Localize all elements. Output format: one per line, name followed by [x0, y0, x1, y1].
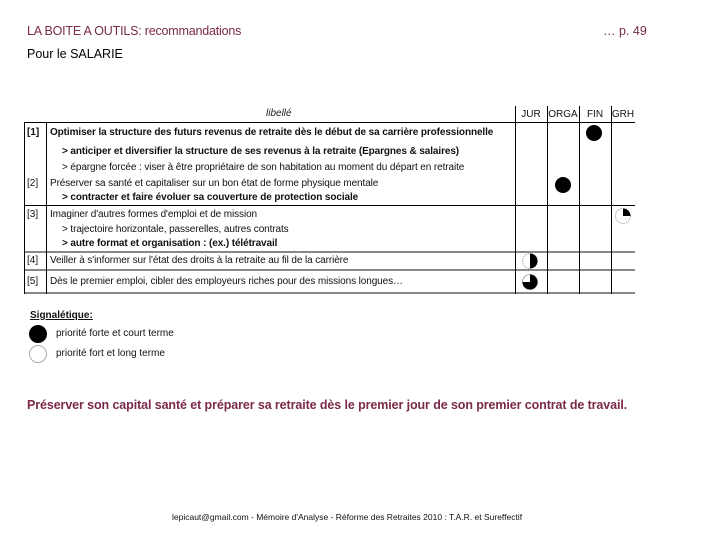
priority-quarter-circle-icon: [614, 207, 632, 225]
row-main-text: Veiller à s'informer sur l'état des droits à la retraite au fil de la carrière: [50, 255, 349, 266]
priority-full-circle-icon: [586, 125, 602, 141]
row-divider: [24, 205, 635, 206]
column-header-grh: GRH: [611, 109, 635, 120]
row-sub-text: > trajectoire horizontale, passerelles, autres contrats: [62, 224, 289, 235]
header-rule: [24, 122, 635, 123]
column-header-orga: ORGA: [548, 109, 578, 120]
column-divider: [611, 106, 612, 294]
row-main-text: Dès le premier emploi, cibler des employeurs riches pour des missions longues…: [50, 276, 403, 287]
row-number: [3]: [27, 209, 39, 220]
full-circle-icon: [29, 325, 47, 343]
column-divider: [46, 122, 47, 294]
row-sub-text: > autre format et organisation : (ex.) télétravail: [62, 238, 278, 249]
empty-circle-icon: [29, 345, 47, 363]
document-title: LA BOITE A OUTILS: recommandations: [27, 24, 242, 38]
row-main-text: Optimiser la structure des futurs revenus de retraite dès le début de sa carrière professionnelle: [50, 127, 494, 138]
column-header-jur: JUR: [521, 109, 541, 120]
priority-full-circle-icon: [555, 177, 571, 193]
legend-label: priorité fort et long terme: [56, 348, 165, 359]
column-divider: [515, 106, 516, 294]
column-divider: [579, 106, 580, 294]
row-divider: [24, 269, 635, 271]
column-divider: [24, 122, 25, 294]
legend-label: priorité forte et court terme: [56, 328, 174, 339]
column-header-fin: FIN: [586, 109, 604, 120]
legend-title: Signalétique:: [30, 310, 93, 321]
priority-three-quarter-circle-icon: [521, 273, 539, 291]
row-divider: [24, 251, 635, 253]
column-divider: [547, 106, 548, 294]
row-sub-text: > anticiper et diversifier la structure de ses revenus à la retraite (Epargnes & salaires): [62, 146, 460, 157]
key-message: Préserver son capital santé et préparer sa retraite dès le premier jour de son premier contrat de travail.: [27, 398, 628, 412]
row-sub-text: > contracter et faire évoluer sa couverture de protection sociale: [62, 192, 359, 203]
page-number: … p. 49: [603, 24, 647, 38]
row-main-text: Imaginer d'autres formes d'emploi et de mission: [50, 209, 257, 220]
section-subtitle: Pour le SALARIE: [27, 47, 123, 61]
row-divider: [24, 292, 635, 294]
footer-text: lepicaut@gmail.com - Mémoire d'Analyse - Réforme des Retraites 2010 : T.A.R. et Sureffectif: [172, 512, 523, 522]
row-main-text: Préserver sa santé et capitaliser sur un bon état de forme physique mentale: [50, 178, 379, 189]
priority-half-circle-icon: [521, 252, 539, 270]
row-number: [4]: [27, 255, 39, 266]
row-number: [1]: [27, 127, 40, 138]
row-number: [2]: [27, 178, 39, 189]
recommendations-table: [24, 106, 635, 294]
row-sub-text: > épargne forcée : viser à être propriétaire de son habitation au moment du départ en retraite: [62, 162, 465, 173]
row-number: [5]: [27, 276, 39, 287]
libelle-column-header: libellé: [266, 108, 292, 119]
